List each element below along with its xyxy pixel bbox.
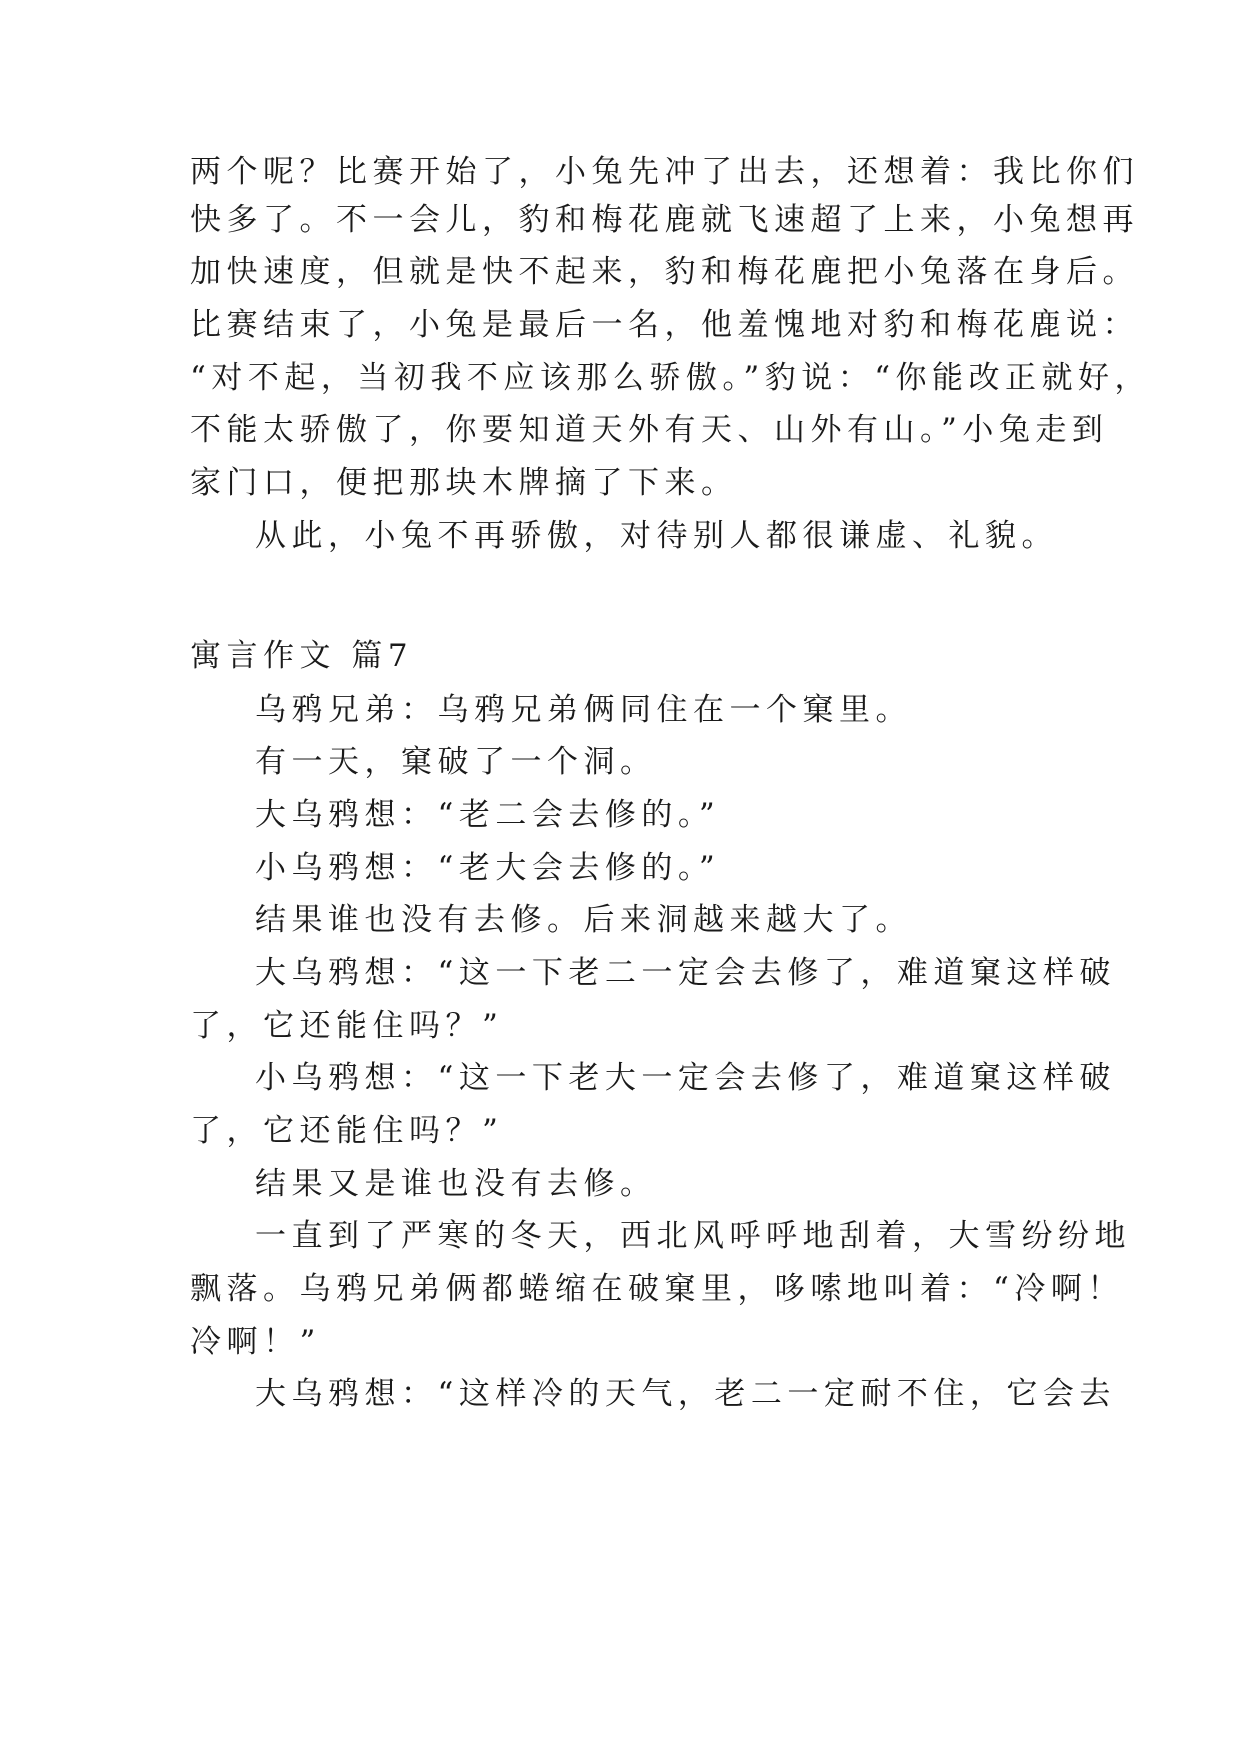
text-line: 冷啊！” <box>190 1324 321 1360</box>
text-line: 结果谁也没有去修。后来洞越来越大了。 <box>255 902 912 938</box>
text-line: 比赛结束了，小兔是最后一名，他羞愧地对豹和梅花鹿说： <box>190 307 1139 343</box>
text-line: 家门口，便把那块木牌摘了下来。 <box>190 465 738 501</box>
text-line: 有一天，窠破了一个洞。 <box>255 744 657 780</box>
text-line: 大乌鸦想：“这一下老二一定会去修了，难道窠这样破 <box>255 955 1116 991</box>
text-line: 结果又是谁也没有去修。 <box>255 1166 657 1202</box>
text-line: 快多了。不一会儿，豹和梅花鹿就飞速超了上来，小兔想再 <box>190 202 1139 238</box>
text-line: 乌鸦兄弟：乌鸦兄弟俩同住在一个窠里。 <box>255 692 912 728</box>
text-line: 小乌鸦想：“这一下老大一定会去修了，难道窠这样破 <box>255 1060 1116 1096</box>
text-line: 不能太骄傲了，你要知道天外有天、山外有山。”小兔走到 <box>190 412 1109 448</box>
text-line: 加快速度，但就是快不起来，豹和梅花鹿把小兔落在身后。 <box>190 254 1139 290</box>
text-line: 大乌鸦想：“老二会去修的。” <box>255 797 721 833</box>
section-heading: 寓言作文 篇7 <box>190 638 414 674</box>
text-line: 小乌鸦想：“老大会去修的。” <box>255 850 721 886</box>
text-line: 从此，小兔不再骄傲，对待别人都很谦虚、礼貌。 <box>255 518 1058 554</box>
text-line: “对不起，当初我不应该那么骄傲。”豹说：“你能改正就好， <box>190 360 1152 396</box>
text-line: 两个呢？比赛开始了，小兔先冲了出去，还想着：我比你们 <box>190 154 1139 190</box>
text-line: 大乌鸦想：“这样冷的天气，老二一定耐不住，它会去 <box>255 1376 1116 1412</box>
text-line: 了，它还能住吗？” <box>190 1008 504 1044</box>
text-line: 了，它还能住吗？” <box>190 1113 504 1149</box>
text-line: 一直到了严寒的冬天，西北风呼呼地刮着，大雪纷纷地 <box>255 1218 1131 1254</box>
text-line: 飘落。乌鸦兄弟俩都蜷缩在破窠里，哆嗦地叫着：“冷啊！ <box>190 1271 1124 1307</box>
